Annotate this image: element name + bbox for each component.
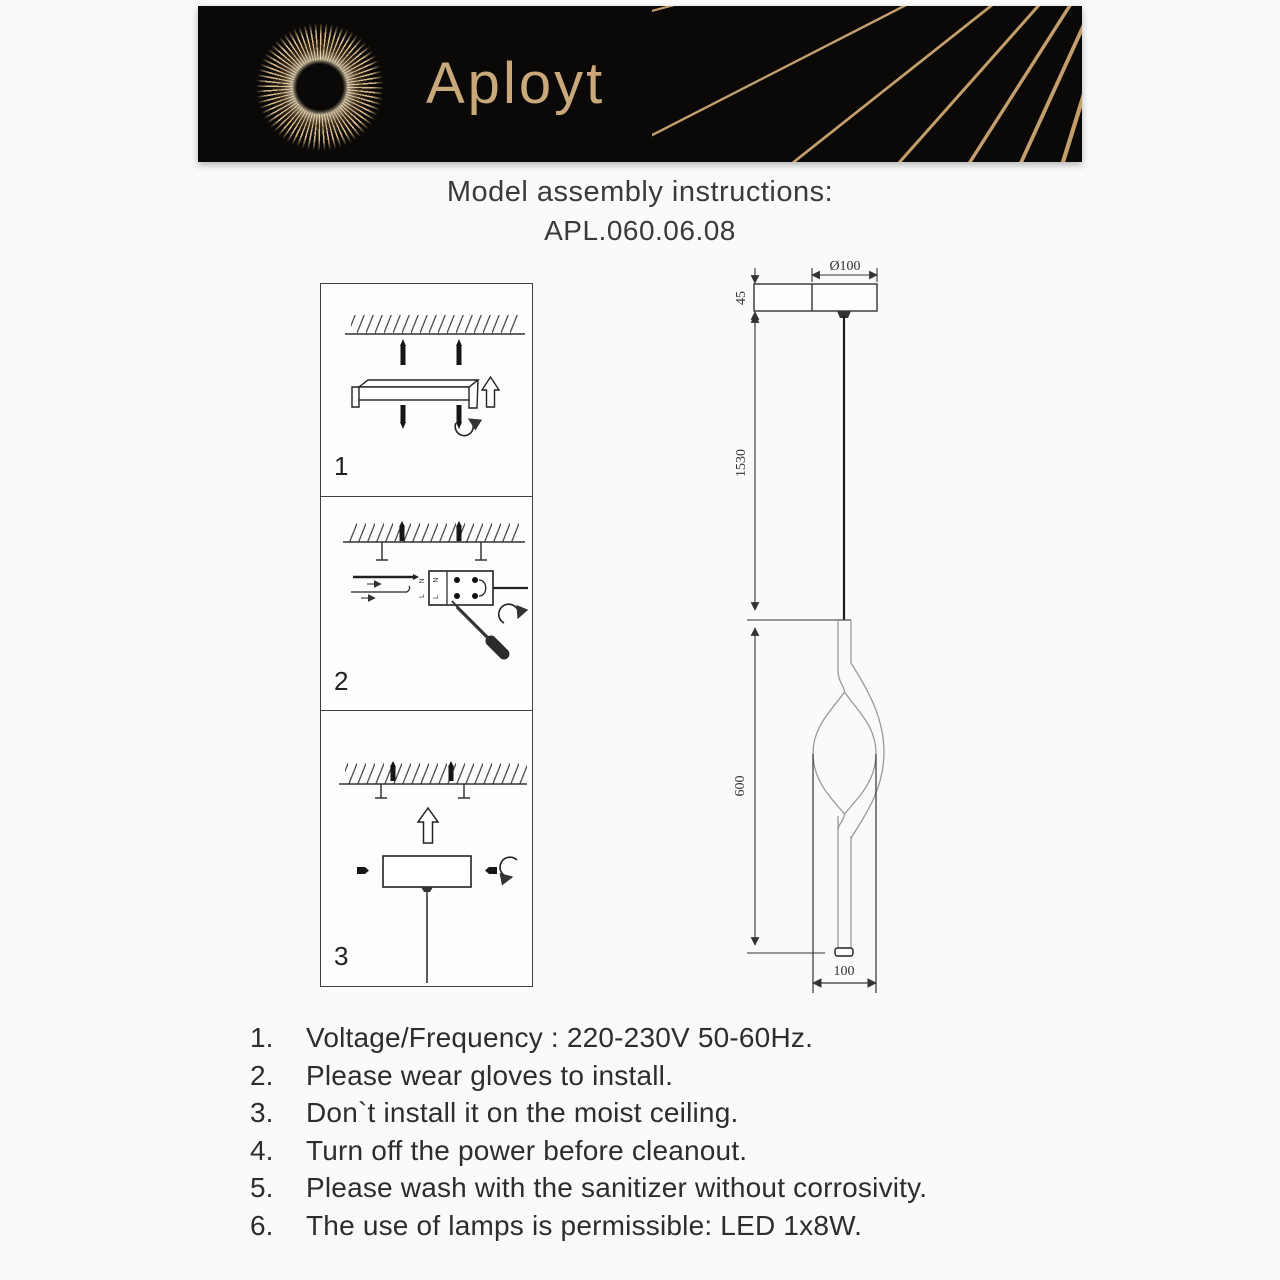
screws-down [400,405,462,429]
step-number: 2 [334,665,349,696]
step-2-illustration [321,497,531,710]
terminal-block [429,571,528,605]
lamp-height-label: 600 [733,775,748,797]
item-number: 2. [250,1059,274,1091]
lift-arrow-icon [418,808,438,843]
canopy-diameter-label: Ø100 [829,259,861,274]
ceiling-hatch [343,523,525,542]
lamp-width-label: 100 [833,964,855,979]
step-1-illustration [321,284,531,495]
wire-label-neutral: N [419,577,426,584]
wire-label-live: L [419,593,426,598]
item-text: Don`t install it on the moist ceiling. [306,1097,739,1129]
list-item [250,1172,1080,1210]
item-number: 6. [250,1209,274,1241]
fan-rays-decoration [652,6,1082,162]
suspension-length-label: 1530 [734,449,749,477]
list-item [250,1210,1080,1248]
list-item [250,1135,1080,1173]
page-title: Model assembly instructions: [446,176,834,208]
terminal-label-neutral: N [433,576,440,583]
led-tip [835,948,853,956]
mounted-bracket [376,542,487,560]
screw-right [485,867,497,874]
mounting-bracket [352,380,478,408]
sunburst-glow [245,12,395,162]
supply-wires [351,574,419,598]
list-item [250,1097,1080,1135]
canopy-outline [754,284,877,311]
item-number: 3. [250,1097,274,1129]
item-text: Turn off the power before cleanout. [306,1134,748,1166]
technical-drawing [728,258,900,1006]
step-panel-3 [320,710,533,987]
item-text: Please wash with the sanitizer without corrosivity. [306,1172,928,1204]
list-item [250,1022,1080,1060]
ceiling-hatch [339,763,527,784]
sunburst-logo-icon [245,12,395,162]
brand-name: Aployt [426,51,606,116]
rotate-arrow-icon [500,857,517,877]
brand-banner [198,6,1082,162]
item-text: Please wear gloves to install. [306,1059,674,1091]
list-item [250,1060,1080,1098]
dim-lamp-width [813,754,876,993]
assembly-steps [320,283,533,987]
step-number: 3 [334,941,349,971]
item-number: 4. [250,1134,274,1166]
lift-arrow-icon [482,377,499,407]
screwdriver-icon [452,601,504,654]
rotate-arrow-icon [499,604,519,623]
step-panel-2 [320,496,533,712]
mounted-bracket [375,784,470,798]
step-panel-1 [320,283,533,497]
item-text: The use of lamps is permissible: LED 1x8W. [306,1209,863,1241]
terminal-label-live: L [433,594,440,599]
lamp-body [813,620,884,948]
screws-up [400,339,462,365]
ceiling-hatch [345,315,525,334]
item-number: 5. [250,1172,274,1204]
step-number: 1 [334,451,349,481]
title-block [0,176,1280,247]
item-text: Voltage/Frequency : 220-230V 50-60Hz. [306,1022,814,1053]
model-number: APL.060.06.08 [544,215,736,246]
canopy-height-label: 45 [734,291,749,305]
screw-left [357,867,369,874]
item-number: 1. [250,1022,274,1053]
canopy [383,856,471,983]
step-3-illustration [321,711,531,985]
instruction-list [250,1022,1080,1248]
